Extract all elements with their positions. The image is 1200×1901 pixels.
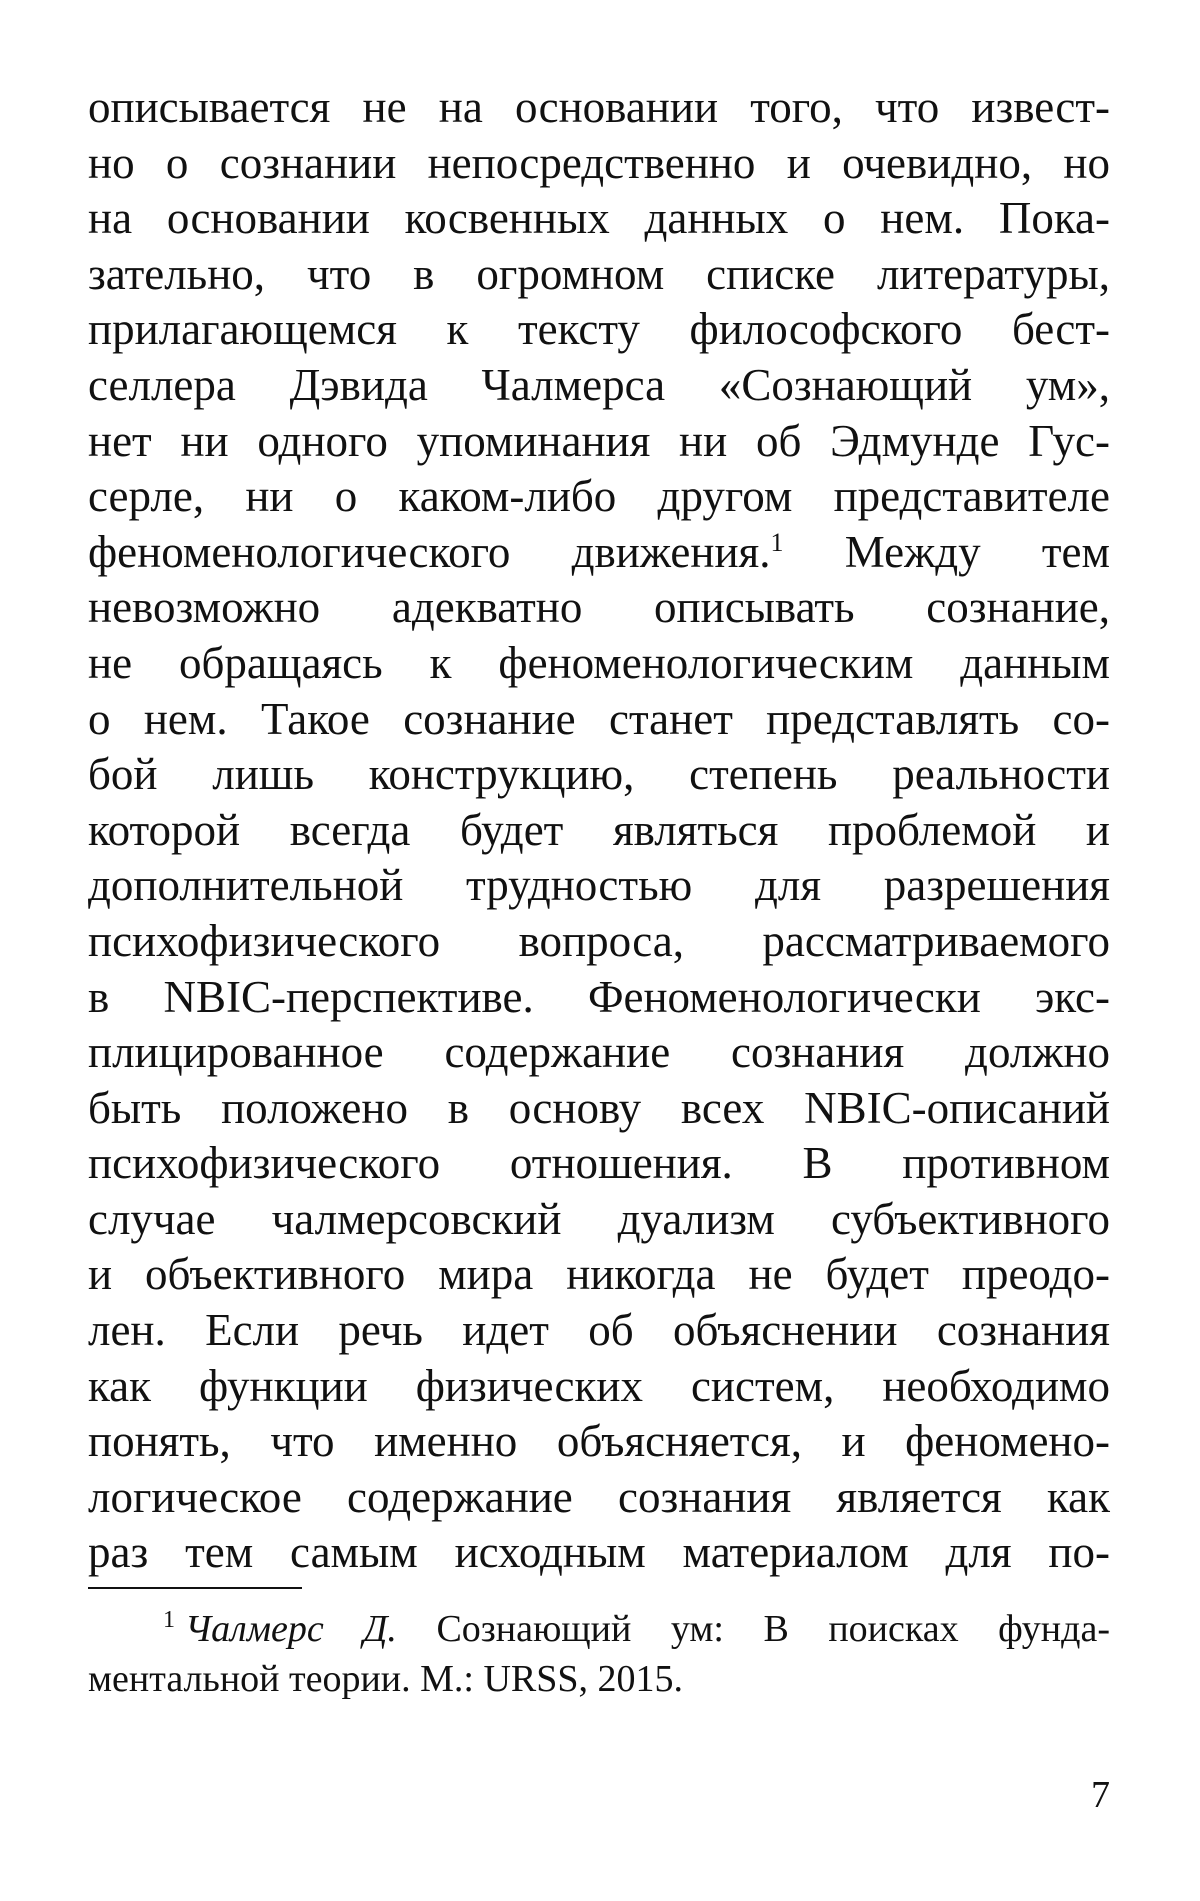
text-line: но о сознании непосредственно и очевидно, но xyxy=(88,137,1110,188)
footnote-number: 1 xyxy=(163,1607,175,1634)
text-line: бой лишь конструкцию, степень реальности xyxy=(88,749,1110,800)
text-line: о нем. Такое сознание станет представлять со- xyxy=(88,693,1110,744)
text-segment: Между тем xyxy=(844,526,1111,577)
text-line: серле, ни о каком-либо другом представителе xyxy=(88,471,1110,522)
text-line: которой всегда будет являться проблемой и xyxy=(88,804,1110,855)
footnote-divider xyxy=(88,1587,302,1589)
text-line: и объективного мира никогда не будет преодо- xyxy=(88,1249,1110,1300)
text-line: на основании косвенных данных о нем. Пока- xyxy=(88,193,1110,244)
text-line: быть положено в основу всех NBIC-описаний xyxy=(88,1082,1110,1133)
text-line: понять, что именно объясняется, и феномено- xyxy=(88,1416,1110,1467)
text-line: раз тем самым исходным материалом для по- xyxy=(88,1527,1110,1578)
text-line: дополнительной трудностью для разрешения xyxy=(88,860,1110,911)
footnote-reference[interactable]: 1 xyxy=(770,527,784,557)
footnote-title: Сознающий ум: В поисках фунда- xyxy=(436,1608,1110,1650)
text-line: психофизического вопроса, рассматриваемого xyxy=(88,915,1110,966)
text-line: нет ни одного упоминания ни об Эдмунде Гус- xyxy=(88,415,1110,466)
text-line: невозможно адекватно описывать сознание, xyxy=(88,582,1110,633)
page-number: 7 xyxy=(1091,1774,1110,1816)
text-line: зательно, что в огромном списке литературы, xyxy=(88,248,1110,299)
text-line: лен. Если речь идет об объяснении сознания xyxy=(88,1305,1110,1356)
body-text xyxy=(88,80,1110,1581)
text-line-with-footnote xyxy=(88,525,1110,581)
text-line: случае чалмерсовский дуализм субъективного xyxy=(88,1193,1110,1244)
text-line: логическое содержание сознания является как xyxy=(88,1471,1110,1522)
text-line: селлера Дэвида Чалмерса «Сознающий ум», xyxy=(88,359,1110,410)
text-line: как функции физических систем, необходимо xyxy=(88,1360,1110,1411)
book-page xyxy=(88,80,1110,1860)
text-segment: феноменологического движения. xyxy=(88,526,771,577)
text-line: психофизического отношения. В противном xyxy=(88,1138,1110,1189)
footnote-line xyxy=(88,1604,1110,1654)
text-line: в NBIC-перспективе. Феноменологически экс- xyxy=(88,971,1110,1022)
text-line: плицированное содержание сознания должно xyxy=(88,1027,1110,1078)
text-line: не обращаясь к феноменологическим данным xyxy=(88,637,1110,688)
footnote-line: ментальной теории. М.: URSS, 2015. xyxy=(88,1658,684,1700)
text-line: описывается не на основании того, что извест- xyxy=(88,82,1110,132)
footnote-author: Чалмерс Д. xyxy=(185,1608,397,1650)
footnote xyxy=(88,1604,1110,1704)
text-line: прилагающемся к тексту философского бест- xyxy=(88,304,1110,355)
